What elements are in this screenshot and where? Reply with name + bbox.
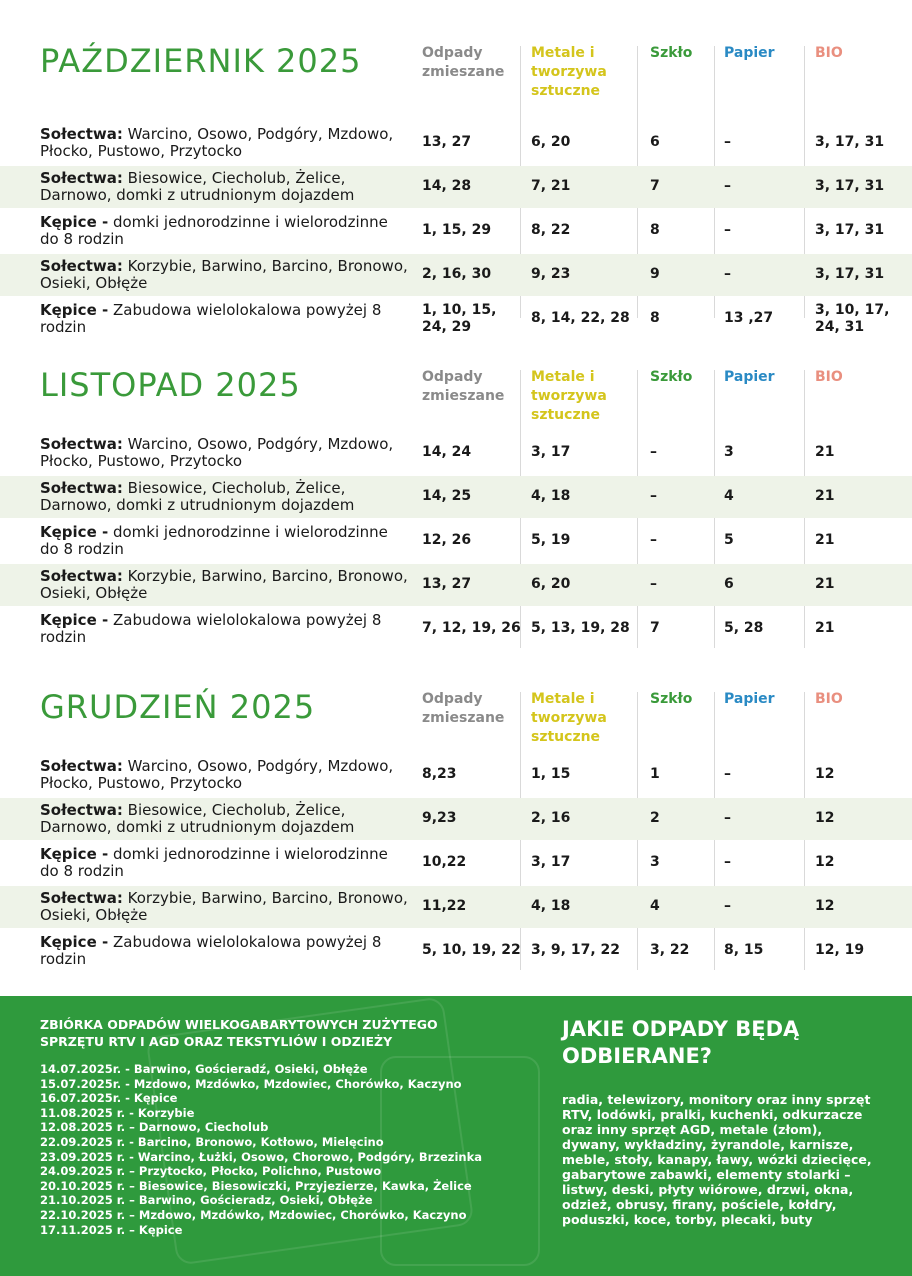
collection-date-item: 14.07.2025r. - Barwino, Gościeradź, Osieki, Obłęże — [40, 1062, 368, 1076]
date-cell-glass: – — [650, 532, 657, 548]
date-cell-glass: 4 — [650, 898, 660, 914]
table-row — [0, 930, 912, 976]
location-label: Kępice - — [40, 523, 109, 541]
month-title: PAŹDZIERNIK 2025 — [40, 42, 362, 80]
location-description: Korzybie, Barwino, Barcino, Bronowo, Osieki, Obłęże — [40, 889, 408, 924]
location-description: Zabudowa wielolokalowa powyżej 8 rodzin — [40, 933, 382, 968]
location-cell — [40, 568, 410, 602]
date-cell-metal: 3, 9, 17, 22 — [531, 942, 621, 958]
collection-date-item: 22.09.2025 r. - Barcino, Bronowo, Kotłowo, Mielęcino — [40, 1134, 384, 1149]
date-cell-paper: – — [724, 810, 731, 826]
collection-date-item: 17.11.2025 r. – Kępice — [40, 1222, 183, 1237]
location-cell — [40, 890, 410, 924]
column-header-paper: Papier — [724, 369, 775, 385]
location-label: Sołectwa: — [40, 889, 123, 907]
date-cell-mixed: 2, 16, 30 — [422, 266, 492, 282]
date-cell-glass: 3 — [650, 854, 660, 870]
column-header-mixed: Odpady zmieszane — [422, 691, 505, 726]
date-cell-glass: – — [650, 576, 657, 592]
date-cell-paper: – — [724, 266, 731, 282]
month-title: GRUDZIEŃ 2025 — [40, 688, 316, 726]
table-row — [0, 564, 912, 606]
month-title: LISTOPAD 2025 — [40, 366, 301, 404]
date-cell-metal: 3, 17 — [531, 854, 571, 870]
date-cell-bio: 21 — [815, 576, 835, 592]
location-cell — [40, 436, 410, 470]
location-description: Korzybie, Barwino, Barcino, Bronowo, Osieki, Obłęże — [40, 257, 408, 292]
date-cell-bio: 12, 19 — [815, 942, 865, 958]
date-cell-bio: 21 — [815, 620, 835, 636]
collection-date-item: 20.10.2025 r. – Biesowice, Biesowiczki, Przyjezierze, Kawka, Żelice — [40, 1178, 472, 1193]
date-cell-glass: 9 — [650, 266, 660, 282]
collection-date-item: 11.08.2025 r. - Korzybie — [40, 1105, 195, 1120]
table-row — [0, 122, 912, 164]
month-section — [0, 42, 912, 362]
column-header-glass: Szkło — [650, 369, 693, 385]
location-label: Sołectwa: — [40, 257, 123, 275]
location-label: Sołectwa: — [40, 435, 123, 453]
date-cell-mixed: 11,22 — [422, 898, 467, 914]
table-row — [0, 842, 912, 884]
location-label: Sołectwa: — [40, 567, 123, 585]
date-cell-mixed: 1, 15, 29 — [422, 222, 492, 238]
date-cell-glass: – — [650, 488, 657, 504]
date-cell-metal: 5, 19 — [531, 532, 571, 548]
accepted-waste-list: radia, telewizory, monitory oraz inny sprzęt RTV, lodówki, pralki, kuchenki, odkurzacze oraz inny sprzęt AGD, metale (złom), dywany, wykładziny, żyrandole, karnisze, meble, stoły, kanapy, ławy, wózki dziecięce, gabarytowe zabawki, elementy stolarki – listwy, deski, płyty wiórowe, drzwi, okna, odzież, obrusy, firany, pościele, kołdry, poduszki, koce, torby, plecaki, buty — [562, 1092, 872, 1227]
date-cell-paper: – — [724, 178, 731, 194]
collection-date-item: 22.10.2025 r. – Mzdowo, Mzdówko, Mzdowiec, Chorówko, Kaczyno — [40, 1207, 467, 1222]
location-label: Kępice - — [40, 213, 109, 231]
date-cell-glass: 1 — [650, 766, 660, 782]
table-row — [0, 298, 912, 344]
table-row — [0, 886, 912, 928]
date-cell-metal: 8, 22 — [531, 222, 571, 238]
date-cell-metal: 6, 20 — [531, 134, 571, 150]
location-cell — [40, 612, 410, 646]
date-cell-bio: 12 — [815, 854, 835, 870]
location-label: Sołectwa: — [40, 479, 123, 497]
collection-date-item: 12.08.2025 r. – Darnowo, Ciecholub — [40, 1120, 269, 1135]
location-description: Korzybie, Barwino, Barcino, Bronowo, Osieki, Obłęże — [40, 567, 408, 602]
date-cell-glass: 6 — [650, 134, 660, 150]
date-cell-paper: 8, 15 — [724, 942, 764, 958]
table-row — [0, 254, 912, 296]
date-cell-bio: 3, 17, 31 — [815, 134, 885, 150]
date-cell-metal: 8, 14, 22, 28 — [531, 310, 630, 326]
footer-panel — [0, 996, 912, 1276]
column-header-bio: BIO — [815, 369, 843, 385]
date-cell-mixed: 9,23 — [422, 810, 457, 826]
date-cell-glass: – — [650, 444, 657, 460]
date-cell-paper: 13 ,27 — [724, 310, 774, 326]
location-label: Kępice - — [40, 933, 109, 951]
date-cell-glass: 3, 22 — [650, 942, 690, 958]
location-cell — [40, 802, 410, 836]
date-cell-mixed: 13, 27 — [422, 576, 472, 592]
date-cell-mixed: 14, 25 — [422, 488, 472, 504]
date-cell-metal: 2, 16 — [531, 810, 571, 826]
date-cell-bio: 21 — [815, 532, 835, 548]
date-cell-mixed: 13, 27 — [422, 134, 472, 150]
collection-dates-list — [40, 1062, 520, 1237]
date-cell-bio: 3, 10, 17, 24, 31 — [815, 302, 890, 335]
table-row — [0, 166, 912, 208]
location-label: Kępice - — [40, 611, 109, 629]
location-label: Sołectwa: — [40, 757, 123, 775]
date-cell-paper: – — [724, 766, 731, 782]
location-cell — [40, 126, 410, 160]
date-cell-bio: 3, 17, 31 — [815, 266, 885, 282]
date-cell-mixed: 5, 10, 19, 22 — [422, 942, 521, 958]
table-row — [0, 432, 912, 474]
date-cell-bio: 12 — [815, 898, 835, 914]
month-section — [0, 688, 912, 1008]
collection-date-item: 24.09.2025 r. – Przytocko, Płocko, Polichno, Pustowo — [40, 1164, 382, 1179]
column-header-metal: Metale i tworzywa sztuczne — [531, 691, 607, 745]
column-header-metal: Metale i tworzywa sztuczne — [531, 369, 607, 423]
date-cell-metal: 6, 20 — [531, 576, 571, 592]
location-label: Kępice - — [40, 301, 109, 319]
date-cell-bio: 21 — [815, 444, 835, 460]
location-label: Kępice - — [40, 845, 109, 863]
date-cell-metal: 5, 13, 19, 28 — [531, 620, 630, 636]
location-description: Biesowice, Ciecholub, Żelice, Darnowo, domki z utrudnionym dojazdem — [40, 801, 355, 836]
column-header-bio: BIO — [815, 691, 843, 707]
column-header-metal: Metale i tworzywa sztuczne — [531, 45, 607, 99]
column-header-mixed: Odpady zmieszane — [422, 45, 505, 80]
location-cell — [40, 846, 410, 880]
location-cell — [40, 934, 410, 968]
location-description: Warcino, Osowo, Podgóry, Mzdowo, Płocko, Pustowo, Przytocko — [40, 435, 394, 470]
location-label: Sołectwa: — [40, 801, 123, 819]
date-cell-mixed: 1, 10, 15, 24, 29 — [422, 302, 497, 335]
location-description: domki jednorodzinne i wielorodzinne do 8 rodzin — [40, 213, 388, 248]
accepted-waste-title: JAKIE ODPADY BĘDĄ ODBIERANE? — [562, 1017, 800, 1068]
location-description: Warcino, Osowo, Podgóry, Mzdowo, Płocko, Pustowo, Przytocko — [40, 125, 394, 160]
collection-date-item: 15.07.2025r. - Mzdowo, Mzdówko, Mzdowiec, Chorówko, Kaczyno — [40, 1076, 462, 1091]
location-description: domki jednorodzinne i wielorodzinne do 8 rodzin — [40, 845, 388, 880]
collection-date-item: 23.09.2025 r. - Warcino, Łużki, Osowo, Chorowo, Podgóry, Brzezinka — [40, 1149, 483, 1164]
column-header-glass: Szkło — [650, 45, 693, 61]
location-cell — [40, 214, 410, 248]
date-cell-bio: 3, 17, 31 — [815, 222, 885, 238]
date-cell-glass: 8 — [650, 222, 660, 238]
collection-date-item: 16.07.2025r. - Kępice — [40, 1091, 178, 1106]
column-header-paper: Papier — [724, 691, 775, 707]
date-cell-glass: 8 — [650, 310, 660, 326]
location-cell — [40, 170, 410, 204]
location-cell — [40, 258, 410, 292]
location-cell — [40, 480, 410, 514]
date-cell-bio: 21 — [815, 488, 835, 504]
table-row — [0, 476, 912, 518]
date-cell-mixed: 7, 12, 19, 26 — [422, 620, 521, 636]
bulky-waste-title: ZBIÓRKA ODPADÓW WIELKOGABARYTOWYCH ZUŻYTEGO SPRZĘTU RTV I AGD ORAZ TEKSTYLIÓW I ODZIEŻY — [40, 1017, 438, 1049]
date-cell-glass: 7 — [650, 178, 660, 194]
date-cell-paper: 3 — [724, 444, 734, 460]
location-description: Biesowice, Ciecholub, Żelice, Darnowo, domki z utrudnionym dojazdem — [40, 169, 355, 204]
date-cell-bio: 3, 17, 31 — [815, 178, 885, 194]
location-cell — [40, 524, 410, 558]
location-description: Warcino, Osowo, Podgóry, Mzdowo, Płocko, Pustowo, Przytocko — [40, 757, 394, 792]
date-cell-metal: 7, 21 — [531, 178, 571, 194]
date-cell-mixed: 8,23 — [422, 766, 457, 782]
date-cell-metal: 4, 18 — [531, 898, 571, 914]
location-label: Sołectwa: — [40, 169, 123, 187]
month-section — [0, 366, 912, 686]
date-cell-paper: 5 — [724, 532, 734, 548]
location-description: Zabudowa wielolokalowa powyżej 8 rodzin — [40, 301, 382, 336]
table-row — [0, 210, 912, 252]
date-cell-metal: 4, 18 — [531, 488, 571, 504]
date-cell-mixed: 10,22 — [422, 854, 467, 870]
date-cell-paper: – — [724, 898, 731, 914]
date-cell-mixed: 14, 24 — [422, 444, 472, 460]
date-cell-mixed: 12, 26 — [422, 532, 472, 548]
location-description: domki jednorodzinne i wielorodzinne do 8 rodzin — [40, 523, 388, 558]
date-cell-metal: 9, 23 — [531, 266, 571, 282]
date-cell-metal: 3, 17 — [531, 444, 571, 460]
date-cell-paper: 6 — [724, 576, 734, 592]
date-cell-paper: – — [724, 222, 731, 238]
column-header-bio: BIO — [815, 45, 843, 61]
table-row — [0, 798, 912, 840]
column-header-mixed: Odpady zmieszane — [422, 369, 505, 404]
collection-date-item: 21.10.2025 r. – Barwino, Gościeradz, Osieki, Obłęże — [40, 1193, 373, 1208]
date-cell-paper: – — [724, 134, 731, 150]
date-cell-bio: 12 — [815, 810, 835, 826]
table-row — [0, 608, 912, 654]
date-cell-paper: – — [724, 854, 731, 870]
location-cell — [40, 758, 410, 792]
location-label: Sołectwa: — [40, 125, 123, 143]
date-cell-bio: 12 — [815, 766, 835, 782]
date-cell-paper: 5, 28 — [724, 620, 764, 636]
date-cell-mixed: 14, 28 — [422, 178, 472, 194]
column-header-glass: Szkło — [650, 691, 693, 707]
column-header-paper: Papier — [724, 45, 775, 61]
location-cell — [40, 302, 410, 336]
table-row — [0, 520, 912, 562]
date-cell-paper: 4 — [724, 488, 734, 504]
location-description: Biesowice, Ciecholub, Żelice, Darnowo, domki z utrudnionym dojazdem — [40, 479, 355, 514]
location-description: Zabudowa wielolokalowa powyżej 8 rodzin — [40, 611, 382, 646]
date-cell-glass: 2 — [650, 810, 660, 826]
date-cell-metal: 1, 15 — [531, 766, 571, 782]
date-cell-glass: 7 — [650, 620, 660, 636]
table-row — [0, 754, 912, 796]
